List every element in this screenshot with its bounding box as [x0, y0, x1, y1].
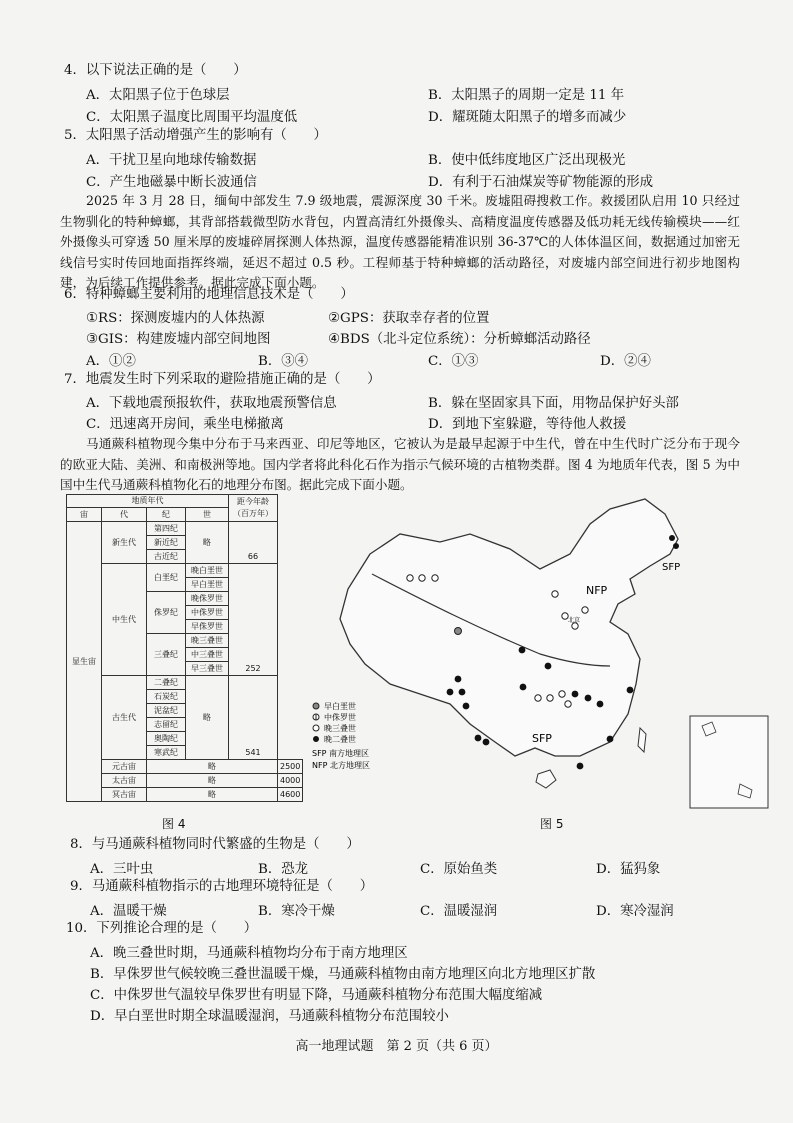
q9-option-c: C．温暖湿润 [420, 904, 498, 919]
period-neogene: 新近纪 [147, 536, 186, 550]
q6-option-b: B．③④ [258, 354, 309, 369]
epoch-t3: 晚三叠世 [186, 634, 229, 648]
point-t3 [545, 663, 552, 670]
q7-option-c: C．迅速离开房间，乘坐电梯撤离 [86, 417, 284, 432]
archean-omitted: 略 [147, 774, 278, 788]
point-j2 [419, 575, 425, 581]
point-t3 [447, 689, 454, 696]
mesozoic: 中生代 [102, 564, 147, 676]
point-t3 [572, 691, 579, 698]
cenozoic: 新生代 [102, 522, 147, 564]
q5-option-c: C．产生地磁暴中断长波通信 [86, 175, 257, 190]
proterozoic-omitted: 略 [147, 760, 278, 774]
legend-t3: 晚三叠世 [324, 724, 356, 733]
label-nfp: NFP [586, 584, 608, 597]
taiwan-island [638, 728, 646, 752]
point-j2 [407, 575, 413, 581]
q4-option-c: C．太阳黑子温度比周围平均温度低 [86, 110, 298, 125]
point-t3 [597, 701, 604, 708]
point-t3 [520, 684, 527, 691]
china-outline [340, 499, 681, 756]
phanerozoic: 显生宙 [67, 522, 102, 802]
legend-nfp: NFP 北方地理区 [312, 761, 370, 770]
map-legend [312, 701, 370, 770]
age-header: 距今年龄 （百万年） [229, 495, 278, 522]
age-2500: 2500 [278, 760, 303, 774]
epoch-k2: 晚白垩世 [186, 564, 229, 578]
period-carboniferous: 石炭纪 [147, 690, 186, 704]
q7-stem: 7．地震发生时下列采取的避险措施正确的是（ ） [64, 372, 381, 387]
point-j2 [582, 607, 588, 613]
q7-option-a: A．下载地震预报软件，获取地震预警信息 [86, 396, 337, 411]
passage-fern: 马通蕨科植物现今集中分布于马来西亚、印尼等地区，它被认为是最早起源于中生代，曾在中生代时广泛分布于现今的欧亚大陆、美洲、和南极洲等地。国内学者将此科化石作为指示气候环境的古植物类群。图 4 为地质年代表，图 5 为中国中生代马通蕨科植物化石的地理分布图。据此完成下面小题。 [60, 436, 740, 492]
q6-option-c: C．①③ [428, 354, 479, 369]
figure-5-caption: 图 5 [540, 817, 564, 831]
col-era: 代 [102, 508, 147, 522]
q6-option-a: A．①② [86, 354, 136, 369]
period-triassic: 三叠纪 [147, 634, 186, 676]
hadean: 冥古宙 [102, 788, 147, 802]
label-sfp-ne: SFP [662, 562, 681, 573]
point-t3 [463, 703, 470, 710]
point-k1 [455, 628, 462, 635]
epoch-t1: 早三叠世 [186, 662, 229, 676]
point-t3 [627, 687, 634, 694]
label-beijing: 北京 [568, 617, 581, 624]
q10-option-b: B．早侏罗世气候较晚三叠世温暖干燥，马通蕨科植物由南方地理区向北方地理区扩散 [90, 967, 596, 982]
q6-option-d: D．②④ [600, 354, 651, 369]
q8-option-d: D．猛犸象 [596, 862, 661, 877]
epoch-omitted-2: 略 [186, 676, 229, 760]
col-eon: 宙 [67, 508, 102, 522]
point-t3 [483, 739, 490, 746]
epoch-t2: 中三叠世 [186, 648, 229, 662]
q6-item-4: ④BDS（北斗定位系统）：分析蟑螂活动路径 [328, 332, 591, 347]
legend-k1: 早白垩世 [324, 702, 356, 711]
point-t3 [577, 763, 584, 770]
q10-option-c: C．中侏罗世气温较早侏罗世有明显下降，马通蕨科植物分布范围大幅度缩减 [90, 988, 543, 1003]
q9-option-a: A．温暖干燥 [90, 904, 167, 919]
point-j2 [432, 575, 438, 581]
point-t3 [519, 647, 526, 654]
q4-option-b: B．太阳黑子的周期一定是 11 年 [428, 88, 625, 103]
epoch-j2: 中侏罗世 [186, 606, 229, 620]
point-t3 [459, 689, 466, 696]
point-j2 [552, 591, 558, 597]
point-j2 [559, 691, 565, 697]
legend-j2: 中侏罗世 [324, 713, 356, 722]
period-jurassic: 侏罗纪 [147, 592, 186, 634]
q9-option-b: B．寒冷干燥 [258, 904, 335, 919]
legend-p3: 晚二叠世 [324, 735, 356, 744]
q8-option-c: C．原始鱼类 [420, 862, 498, 877]
geologic-time-table [66, 494, 303, 802]
point-t3 [475, 735, 482, 742]
point-t3 [585, 695, 592, 702]
period-silurian: 志留纪 [147, 718, 186, 732]
q5-option-a: A．干扰卫星向地球传输数据 [86, 153, 257, 168]
age-4600: 4600 [278, 788, 303, 802]
page-footer: 高一地理试题 第 2 页（共 6 页） [295, 1039, 498, 1054]
age-4000: 4000 [278, 774, 303, 788]
col-period: 纪 [147, 508, 186, 522]
q6-stem: 6．特种蟑螂主要利用的地理信息技术是（ ） [64, 287, 354, 302]
point-t3 [669, 535, 675, 541]
hainan-island [536, 770, 556, 788]
q6-item-1: ①RS：探测废墟内的人体热源 [86, 311, 265, 326]
epoch-j1: 早侏罗世 [186, 620, 229, 634]
paleozoic: 古生代 [102, 676, 147, 760]
table-title: 地质年代 [67, 495, 229, 508]
period-quaternary: 第四纪 [147, 522, 186, 536]
age-541: 541 [229, 676, 278, 760]
point-j2 [535, 695, 541, 701]
q5-stem: 5．太阳黑子活动增强产生的影响有（ ） [64, 128, 327, 143]
south-china-sea-inset [690, 716, 768, 808]
q6-item-2: ②GPS：获取幸存者的位置 [328, 311, 490, 326]
q5-option-b: B．使中低纬度地区广泛出现极光 [428, 153, 626, 168]
period-permian: 二叠纪 [147, 676, 186, 690]
epoch-k1: 早白垩世 [186, 578, 229, 592]
point-j2 [547, 695, 553, 701]
period-cretaceous: 白垩纪 [147, 564, 186, 592]
period-ordovician: 奥陶纪 [147, 732, 186, 746]
q6-item-3: ③GIS：构建废墟内部空间地图 [86, 332, 271, 347]
fossil-distribution-map [310, 494, 780, 814]
epoch-omitted: 略 [186, 522, 229, 564]
point-j2 [565, 701, 571, 707]
q8-stem: 8．与马通蕨科植物同时代繁盛的生物是（ ） [70, 837, 360, 852]
q10-option-d: D．早白垩世时期全球温暖湿润，马通蕨科植物分布范围较小 [90, 1009, 449, 1024]
age-252: 252 [229, 564, 278, 676]
archean: 太古宙 [102, 774, 147, 788]
q10-option-a: A．晚三叠世时期，马通蕨科植物均分布于南方地理区 [90, 946, 408, 961]
q7-option-b: B．躲在坚固家具下面，用物品保护好头部 [428, 396, 679, 411]
legend-sfp: SFP 南方地理区 [312, 749, 370, 758]
hadean-omitted: 略 [147, 788, 278, 802]
point-t3 [455, 676, 462, 683]
period-devonian: 泥盆纪 [147, 704, 186, 718]
q9-stem: 9．马通蕨科植物指示的古地理环境特征是（ ） [70, 879, 374, 894]
col-epoch: 世 [186, 508, 229, 522]
period-paleogene: 古近纪 [147, 550, 186, 564]
proterozoic: 元古宙 [102, 760, 147, 774]
q9-option-d: D．寒冷湿润 [596, 904, 674, 919]
q4-option-a: A．太阳黑子位于色球层 [86, 88, 230, 103]
figure-4-caption: 图 4 [162, 817, 186, 831]
point-t3 [673, 543, 679, 549]
q4-option-d: D．耀斑随太阳黑子的增多而减少 [428, 110, 627, 125]
point-t3 [607, 736, 614, 743]
epoch-j3: 晚侏罗世 [186, 592, 229, 606]
q10-stem: 10．下列推论合理的是（ ） [66, 921, 258, 936]
period-cambrian: 寒武纪 [147, 746, 186, 760]
q5-option-d: D．有利于石油煤炭等矿物能源的形成 [428, 175, 653, 190]
age-66: 66 [229, 522, 278, 564]
passage-earthquake: 2025 年 3 月 28 日，缅甸中部发生 7.9 级地震，震源深度 30 千米。废墟阻碍搜救工作。救援团队启用 10 只经过生物驯化的特种蟑螂，其背部搭载微型防水背包，内置高清红外摄像头、高精度温度传感器及低功耗无线传输模块——红外摄像头可穿透 50 厘米厚的废墟碎屑探测人体热源，温度传感器能精准识别 36-37℃的人体体温区间，数据通过加密无线信号实时传回地面指挥终端，延迟不超过 0.5 秒。工程师基于特种蟑螂的活动路径，对废墟内部空间进行初步地图构建，为后续工作提供参考。据此完成下面小题。 [60, 193, 740, 290]
q8-option-a: A．三叶虫 [90, 862, 154, 877]
q4-stem: 4．以下说法正确的是（ ） [64, 63, 247, 78]
q8-option-b: B．恐龙 [258, 862, 309, 877]
q7-option-d: D．到地下室躲避，等待他人救援 [428, 417, 627, 432]
label-sfp-south: SFP [532, 732, 552, 745]
